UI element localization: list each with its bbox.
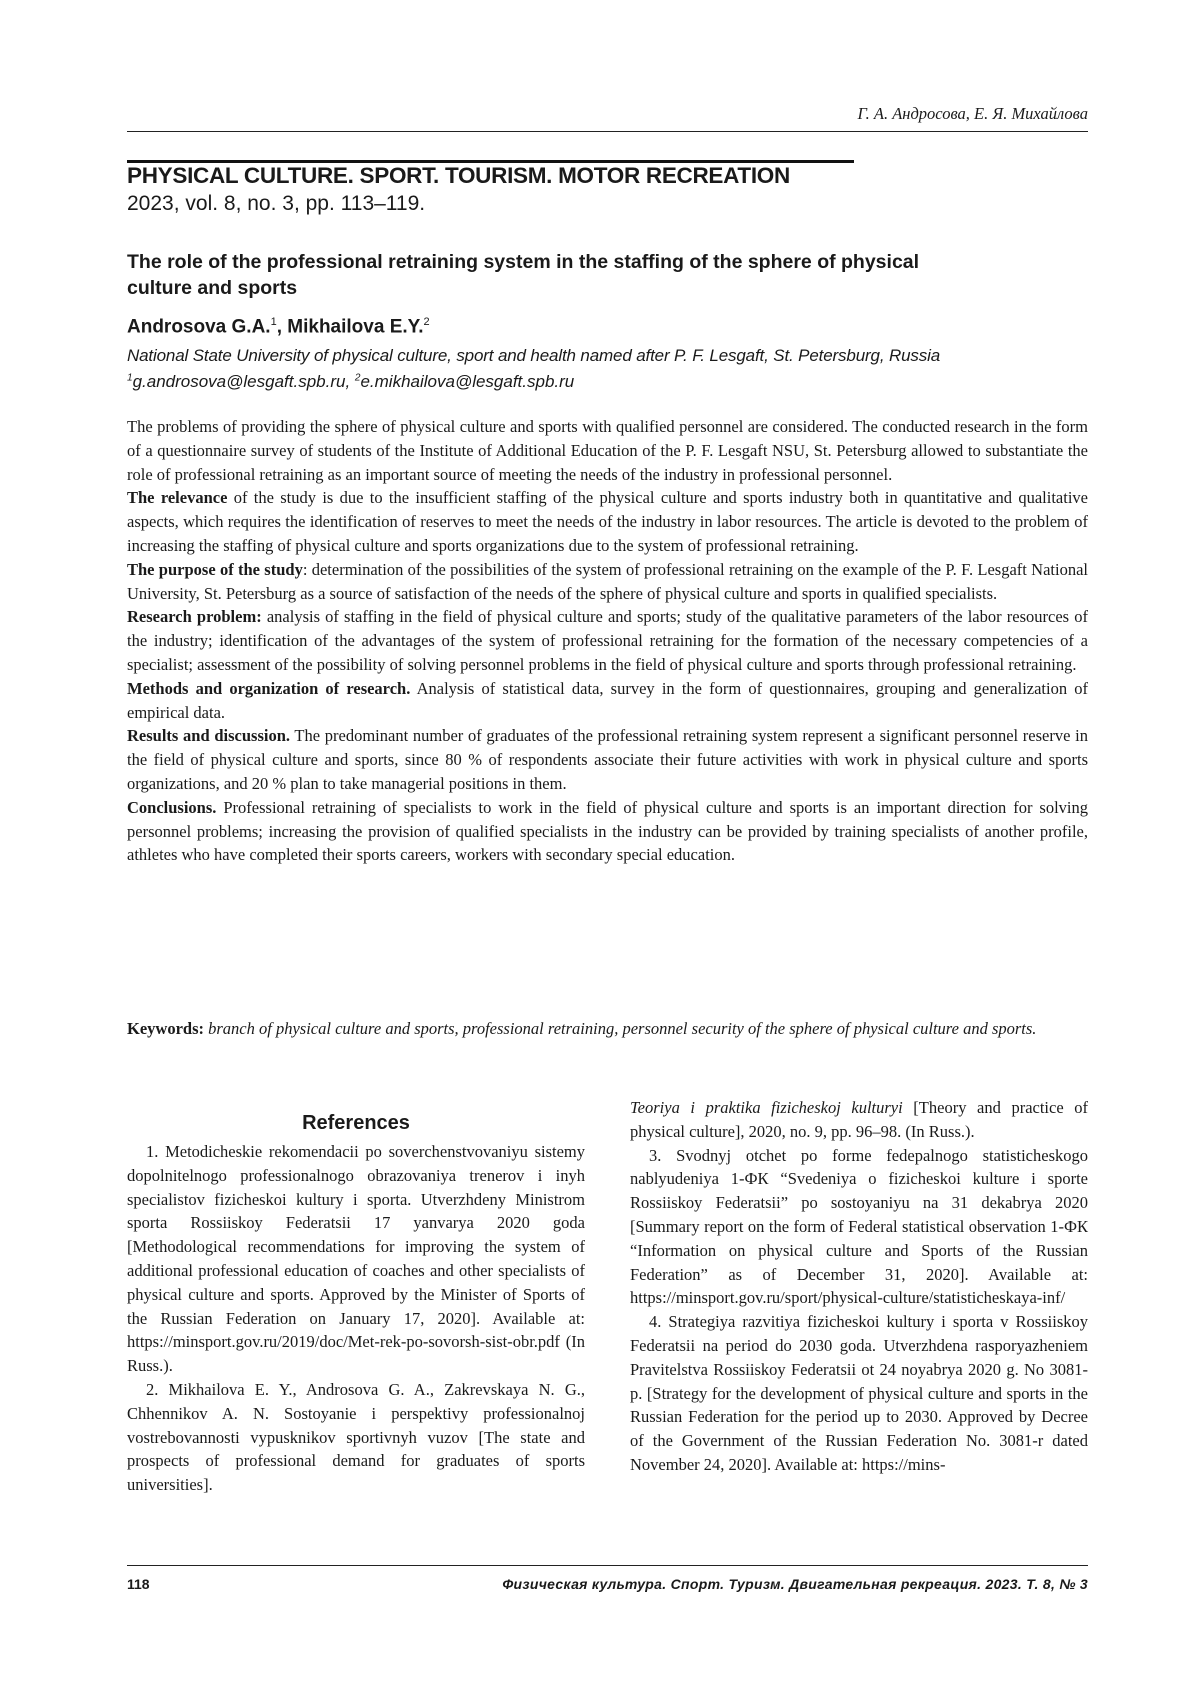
- email-2-mark: 2: [354, 372, 361, 384]
- references-heading: References: [302, 1112, 410, 1134]
- affiliation: National State University of physical culture, sport and health named after P. F. Lesgaft, St. Petersburg, Russia: [127, 346, 941, 365]
- purpose-text: : determination of the possibilities of the system of professional retraining on the example of the P. F. Lesgaft National University, St. Petersburg as a source of satisfaction of the needs of the sphere of physical culture and sports in qualified specialists.: [127, 559, 1088, 603]
- email-1: g.androsova@lesgaft.spb.ru,: [132, 372, 355, 391]
- abstract: [127, 415, 1088, 867]
- footer-journal-title: Физическая культура. Спорт. Туризм. Двигательная рекреация. 2023. Т. 8, № 3: [502, 1576, 1088, 1592]
- results-text: The predominant number of graduates of the professional retraining system represent a significant personnel reserve in the field of physical culture and sports, since 80 % of respondents associate their future activities with work in physical culture and sports organizations, and 20 % plan to take managerial positions in them.: [127, 726, 1088, 793]
- abstract-intro: The problems of providing the sphere of physical culture and sports with qualified personnel are considered. The conducted research in the form of a questionnaire survey of students of the Institute of Additional Education of the P. F. Lesgaft NSU, St. Petersburg allowed to substantiate the role of professional retraining as an important source of meeting the needs of the industry in professional personnel.: [127, 417, 1088, 484]
- reference-2-continuation: [630, 1096, 1088, 1144]
- keywords: [127, 1017, 1088, 1041]
- relevance-label: The relevance: [127, 488, 228, 508]
- keywords-label: Keywords:: [127, 1019, 204, 1038]
- journal-title: PHYSICAL CULTURE. SPORT. TOURISM. MOTOR RECREATION: [127, 163, 790, 188]
- relevance-text: of the study is due to the insufficient staffing of the physical culture and sports industry both in quantitative and qualitative aspects, which requires the identification of reserves to meet the needs of the industry in labor resources. The article is devoted to the problem of increasing the staffing of physical culture and sports organizations due to the system of professional retraining.: [127, 488, 1088, 555]
- purpose-label: The purpose of the study: [127, 559, 303, 579]
- article-title: The role of the professional retraining system in the staffing of the sphere of physical culture and sports: [127, 251, 920, 299]
- results-label: Results and discussion.: [127, 726, 291, 746]
- page-number: 118: [127, 1576, 150, 1592]
- abstract-conclusions: [127, 796, 1088, 867]
- abstract-methods: [127, 677, 1088, 725]
- abstract-relevance: [127, 486, 1088, 557]
- conclusions-text: Professional retraining of specialists to work in the field of physical culture and sports is an important direction for solving personnel problems; increasing the provision of qualified specialists in the industry can be provided by training specialists of another profile, athletes who have completed their sports careers, workers with secondary special education.: [127, 797, 1088, 865]
- author-2-affiliation-mark: 2: [423, 316, 430, 328]
- methods-text: Analysis of statistical data, survey in the form of questionnaires, grouping and generalization of empirical data.: [127, 678, 1089, 722]
- running-head-authors: Г. А. Андросова, Е. Я. Михайлова: [857, 104, 1088, 123]
- journal-issue: 2023, vol. 8, no. 3, pp. 113–119.: [127, 192, 426, 215]
- problem-label: Research problem:: [127, 607, 262, 627]
- reference-2-journal: Teoriya i praktika fizicheskoj kulturyi: [630, 1098, 903, 1117]
- author-1: Androsova G.A.: [127, 316, 271, 338]
- reference-2-tail: [Theory and practice of physical culture], 2020, no. 9, pp. 96–98. (In Russ.).: [630, 1098, 1088, 1141]
- reference-1: 1. Metodicheskie rekomendacii po soverchenstvovaniyu sistemy dopolnitelnogo professionalnogo obrazovaniya trenerov i inyh specialistov fizicheskoi kultury i sporta. Utverzhdeny Ministrom sporta Rossiiskoy Federatsii 17 yanvarya 2020 goda [Methodological recommendations for improving the system of additional professional education of coaches and other specialists of physical culture and sports. Approved by the Minister of Sports of the Russian Federation on January 17, 2020]. Available at: https://minsport.gov.ru/2019/doc/Met-rek-po-sovorsh-sist-obr.pdf (In Russ.).: [127, 1142, 585, 1376]
- author-emails: [127, 372, 574, 392]
- email-2: e.mikhailova@lesgaft.spb.ru: [360, 372, 575, 391]
- conclusions-label: Conclusions.: [127, 797, 217, 817]
- references-column-left: [127, 1140, 585, 1497]
- author-separator: ,: [276, 316, 288, 338]
- abstract-purpose: [127, 558, 1088, 606]
- references-column-right: [630, 1096, 1088, 1477]
- reference-3: 3. Svodnyj otchet po forme fedepalnogo statisticheskogo nablyudeniya 1-ФК “Svedeniya o fizicheskoi kulture i sporte Rossiiskoy Federatsii” po sostoyaniyu na 31 dekabrya 2020 [Summary report on the form of Federal statistical observation 1-ФК “Information on physical culture and Sports of the Russian Federation” as of December 31, 2020]. Available at: https://minsport.gov.ru/sport/physical-culture/statisticheskaya-inf/: [630, 1145, 1088, 1308]
- email-1-mark: 1: [127, 372, 133, 384]
- author-1-affiliation-mark: 1: [270, 316, 277, 328]
- problem-text: analysis of staffing in the field of physical culture and sports; study of the qualitative parameters of the labor resources of the industry; identification of the advantages of the system of professional retraining for the formation of the necessary competencies of a specialist; assessment of the possibility of solving personnel problems in the field of physical culture and sports through professional retraining.: [127, 607, 1088, 674]
- footer-rule: [127, 1565, 1088, 1566]
- author-2: Mikhailova E.Y.: [287, 316, 424, 338]
- methods-label: Methods and organization of research.: [127, 678, 411, 698]
- reference-4: 4. Strategiya razvitiya fizicheskoi kultury i sporta v Rossiiskoy Federatsii na period do 2030 goda. Utverzhdena rasporyazheniem Pravitelstva Rossiiskoy Federatsii ot 24 noyabrya 2020 g. No 3081-p. [Strategy for the development of physical culture and sports in the Russian Federation for the period up to 2030. Approved by Decree of the Government of the Russian Federation No. 3081-r dated November 24, 2020]. Available at: https://mins-: [630, 1312, 1088, 1474]
- abstract-results: [127, 724, 1088, 795]
- header-rule: [127, 131, 1088, 132]
- keywords-text: branch of physical culture and sports, professional retraining, personnel security of the sphere of physical culture and sports.: [204, 1019, 1037, 1038]
- abstract-problem: [127, 605, 1088, 676]
- authors-line: [127, 316, 430, 338]
- reference-2-part-1: 2. Mikhailova E. Y., Androsova G. A., Zakrevskaya N. G., Chhennikov A. N. Sostoyanie i perspektivy professionalnoj vostrebovannosti vypusknikov sportivnyh vuzov [The state and prospects of professional demand for graduates of sports universities].: [127, 1379, 585, 1495]
